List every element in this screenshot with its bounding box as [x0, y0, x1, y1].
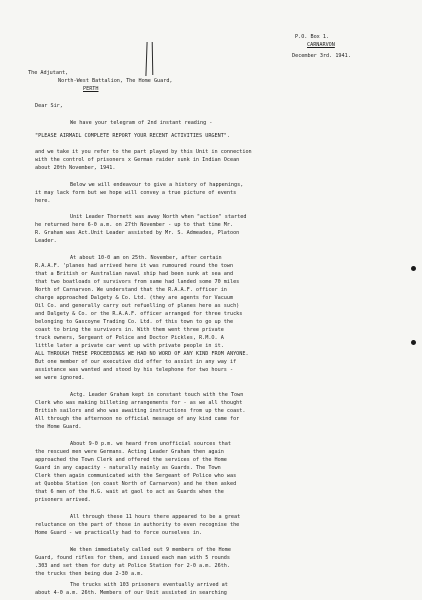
paragraph-4-line: R. Graham was Act.Unit Leader assisted by Mr. S. Admeades, Platoon: [35, 230, 240, 236]
paragraph-6-line: Actg. Leader Graham kept in constant touch with the Town: [70, 392, 244, 398]
paragraph-5-line: truck owners, Sergeant of Police and Doctor Pickles, R.M.O. A: [35, 335, 224, 341]
paragraph-5-line: Oil Co. and generally carry out refuelling of planes here as such): [35, 303, 240, 309]
paragraph-6-line: the Home Guard.: [35, 424, 82, 430]
paragraph-9-line: Guard, found rifles for them, and issued each man with 5 rounds: [35, 555, 230, 561]
paragraph-8-line: reluctance on the part of those in authority to even recognise the: [35, 522, 240, 528]
addressee-line-1: The Adjutant,: [28, 70, 69, 76]
paragraph-5-line: and Dalgety & Co. or the R.A.A.F. officer arranged for three trucks: [35, 311, 243, 317]
paragraph-4-line: Leader.: [35, 238, 57, 244]
paragraph-1-line: "PLEASE AIRMAIL COMPLETE REPORT YOUR RECENT ACTIVITIES URGENT".: [35, 133, 230, 139]
paragraph-8-line: Home Guard - we practically had to force ourselves in.: [35, 530, 203, 536]
paragraph-5-line: that a British or Australian naval ship had been sunk at sea and: [35, 271, 234, 277]
paragraph-10-line: about 4-0 a.m. 26th. Members of our Unit assisted in searching: [35, 590, 227, 596]
paragraph-7-line: About 9-0 p.m. we heard from unofficial sources that: [70, 441, 231, 447]
paragraph-2-line: about 20th November, 1941.: [35, 165, 116, 171]
paragraph-2-line: with the control of prisoners x German raider sunk in Indian Ocean: [35, 157, 240, 163]
paragraph-7-line: Guard in any capacity - naturally mainly as Guards. The Town: [35, 465, 221, 471]
paragraph-5-line: But one member of our executive did offer to assist in any way if: [35, 359, 237, 365]
salutation: Dear Sir,: [35, 103, 63, 109]
paragraph-4-line: he returned here 6-0 a.m. on 27th November - up to that time Mr.: [35, 222, 234, 228]
paragraph-5-line: assistance was wanted and stood by his telephone for two hours -: [35, 367, 234, 373]
paragraph-3-line: here.: [35, 198, 51, 204]
paragraph-5-line: little later a private car went up with private people in it.: [35, 343, 224, 349]
addressee-line-3: PERTH: [83, 86, 99, 92]
date: December 3rd. 1941.: [292, 53, 351, 59]
paragraph-2-line: and we take it you refer to the part played by this Unit in connection: [35, 149, 252, 155]
paragraph-5-line: R.A.A.F. 'planes had arrived here it was rumoured round the town: [35, 263, 234, 269]
paragraph-5-line: we were ignored.: [35, 375, 85, 381]
paragraph-5-line: At about 10-0 am on 25th. November, after certain: [70, 255, 222, 261]
paragraph-6-line: All through the afternoon no official message of any kind came for: [35, 416, 240, 422]
paragraph-6-line: British sailors and who was awaiting instructions from up the coast.: [35, 408, 246, 414]
paragraph-7-line: approached the Town Clerk and offered the services of the Home: [35, 457, 227, 463]
punch-hole: [411, 340, 416, 345]
paragraph-5-line: ALL THROUGH THESE PROCEEDINGS WE HAD NO WORD OF ANY KIND FROM ANYONE.: [35, 351, 249, 357]
paragraph-7-line: at Quobba Station (on coast North of Carnarvon) and he then asked: [35, 481, 237, 487]
paragraph-6-line: Clerk who was making billeting arrangements for - as we all thought: [35, 400, 243, 406]
punch-hole: [411, 266, 416, 271]
paragraph-9-line: .303 and set them for duty at Police Station for 2-0 a.m. 26th.: [35, 563, 230, 569]
paragraph-5-line: that two boatloads of survivors from same had landed some 70 miles: [35, 279, 240, 285]
paragraph-9-line: We then immediately called out 9 members of the Home: [70, 547, 231, 553]
paragraph-1-line: We have your telegram of 2nd instant reading -: [70, 120, 213, 126]
paragraph-7-line: prisoners arrived.: [35, 497, 91, 503]
paragraph-10-line: The trucks with 103 prisoners eventually arrived at: [70, 582, 228, 588]
paragraph-5-line: belonging to Gascoyne Trading Co. Ltd. of this town to go up the: [35, 319, 234, 325]
addressee-line-2: North-West Battalion, The Home Guard,: [58, 78, 173, 84]
paragraph-3-line: it may lack form but we hope will convey a true picture of events: [35, 190, 237, 196]
paragraph-9-line: the trucks then being due 2-30 a.m.: [35, 571, 144, 577]
paragraph-7-line: that 6 men of the H.G. wait at gaol to act as Guards when the: [35, 489, 224, 495]
paragraph-3-line: Below we will endeavour to give a history of happenings,: [70, 182, 244, 188]
paragraph-5-line: coast to bring the survivors in. With them went three private: [35, 327, 224, 333]
paragraph-4-line: Unit Leader Thornett was away North when "action" started: [70, 214, 247, 220]
po-box: P.O. Box 1.: [295, 34, 330, 40]
paragraph-8-line: All through these 11 hours there appeared to be a great: [70, 514, 241, 520]
paragraph-7-line: the rescued men were Germans. Acting Leader Graham then again: [35, 449, 224, 455]
paragraph-7-line: Clerk then again communicated with the Sergeant of Police who was: [35, 473, 237, 479]
paragraph-5-line: North of Carnarvon. We understand that the R.A.A.F. officer in: [35, 287, 227, 293]
town: CARNARVON: [307, 42, 335, 48]
paragraph-5-line: charge approached Dalgety & Co. Ltd. (they are agents for Vacuum: [35, 295, 234, 301]
